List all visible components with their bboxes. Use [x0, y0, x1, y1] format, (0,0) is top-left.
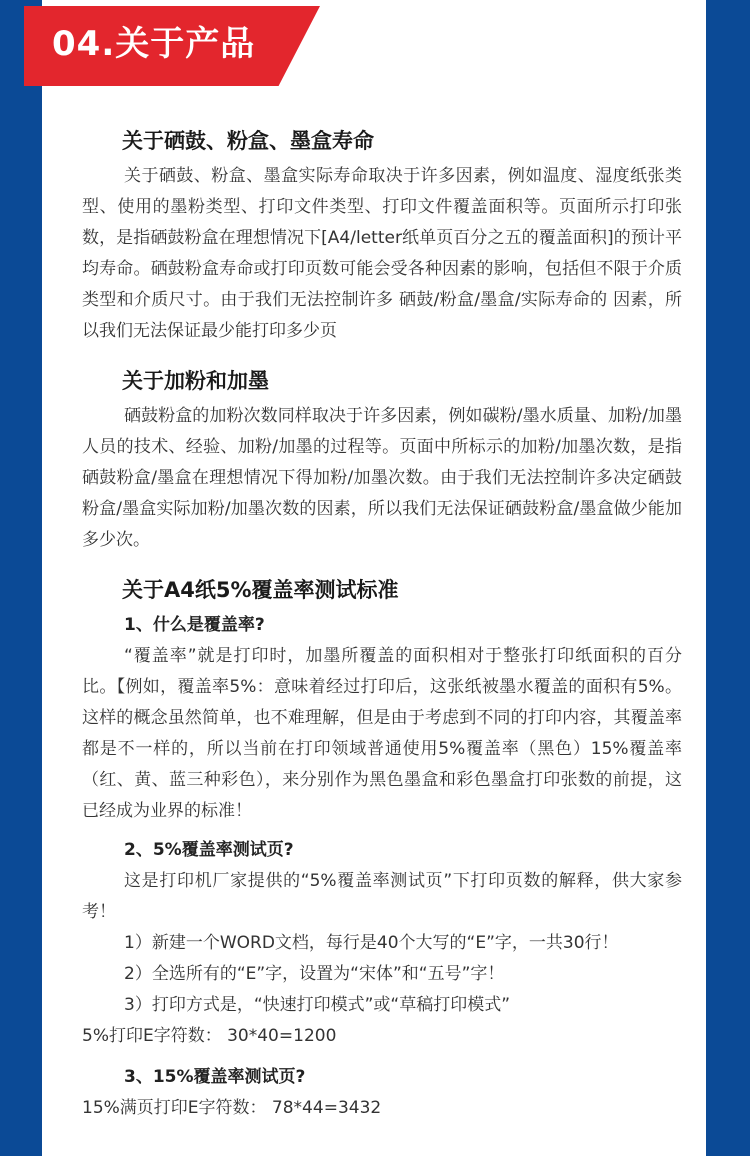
result-5-percent: 5%打印E字符数： 30*40=1200: [82, 1026, 337, 1046]
article-content: [82, 125, 682, 1124]
banner-title: 04.关于产品: [52, 24, 256, 64]
step-3: 3）打印方式是，“快速打印模式”或“草稿打印模式”: [124, 995, 511, 1015]
paragraph-cartridge-life: 关于硒鼓、粉盒、墨盒实际寿命取决于许多因素，例如温度、湿度纸张类型、使用的墨粉类型、打印文件类型、打印文件覆盖面积等。页面所示打印张数，是指硒鼓粉盒在理想情况下[A4/letter纸单页百分之五的覆盖面积]的预计平均寿命。硒鼓粉盒寿命或打印页数可能会受各种因素的影响，包括但不限于介质类型和介质尺寸。由于我们无法控制许多 硒鼓/粉盒/墨盒/实际寿命的 因素，所以我们无法保证最少能打印多少页: [82, 166, 682, 341]
paragraph-test-page: 这是打印机厂家提供的“5%覆盖率测试页”下打印页数的解释，供大家参考！: [82, 871, 682, 922]
step-2: 2）全选所有的“E”字，设置为“宋体”和“五号”字！: [124, 964, 505, 984]
paragraph-refill: 硒鼓粉盒的加粉次数同样取决于许多因素，例如碳粉/墨水质量、加粉/加墨人员的技术、经验、加粉/加墨的过程等。页面中所标示的加粉/加墨次数，是指硒鼓粉盒/墨盒在理想情况下得加粉/加墨次数。由于我们无法控制许多决定硒鼓粉盒/墨盒实际加粉/加墨次数的因素，所以我们无法保证硒鼓粉盒/墨盒做少能加多少次。: [82, 406, 682, 550]
paragraph-coverage-definition: “覆盖率”就是打印时，加墨所覆盖的面积相对于整张打印纸面积的百分比。【例如，覆盖率5%：意味着经过打印后，这张纸被墨水覆盖的面积有5%。这样的概念虽然简单，也不难理解，但是由于考虑到不同的打印内容，其覆盖率都是不一样的，所以当前在打印领域普通使用5%覆盖率（黑色）15%覆盖率（红、黄、蓝三种彩色），来分别作为黑色墨盒和彩色墨盒打印张数的前提，这已经成为业界的标准！: [82, 646, 682, 821]
heading-cartridge-life: 关于硒鼓、粉盒、墨盒寿命: [122, 129, 374, 153]
question-2: 2、5%覆盖率测试页?: [124, 840, 294, 860]
result-15-percent: 15%满页打印E字符数： 78*44=3432: [82, 1098, 382, 1118]
step-1: 1）新建一个WORD文档，每行是40个大写的“E”字，一共30行！: [124, 933, 619, 953]
heading-coverage-standard: 关于A4纸5%覆盖率测试标准: [122, 578, 399, 602]
question-1: 1、什么是覆盖率?: [124, 615, 265, 635]
question-3: 3、15%覆盖率测试页?: [124, 1067, 306, 1087]
heading-refill: 关于加粉和加墨: [122, 369, 269, 393]
